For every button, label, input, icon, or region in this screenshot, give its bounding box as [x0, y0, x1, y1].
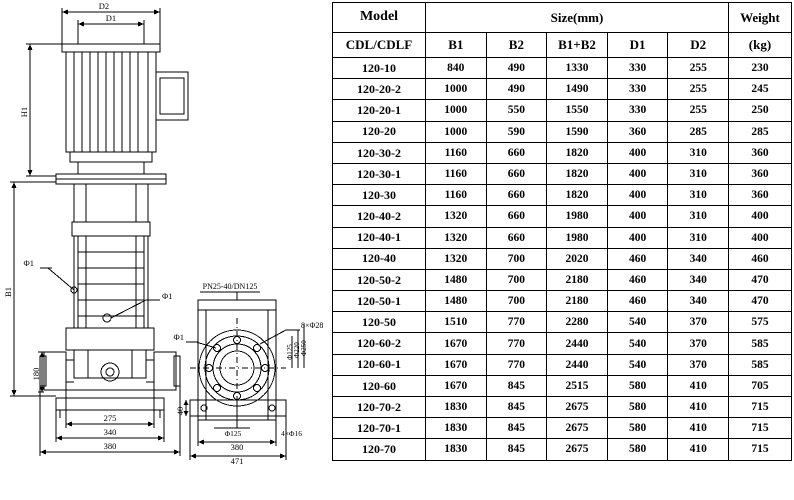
cell-d2: 310 — [668, 185, 729, 206]
table-header-row-top — [333, 3, 792, 33]
cell-d1: 540 — [607, 354, 668, 375]
label-phi1-right: Φ1 — [162, 291, 173, 301]
table-row — [333, 227, 792, 248]
label-phi220: Φ220 — [293, 342, 301, 358]
header-d2: D2 — [668, 33, 729, 58]
cell-d2: 340 — [668, 248, 729, 269]
cell-b1b2: 1820 — [547, 142, 608, 163]
cell-b1b2: 2180 — [547, 269, 608, 290]
cell-d2: 370 — [668, 354, 729, 375]
cell-b1: 1480 — [426, 269, 487, 290]
cell-weight: 400 — [729, 206, 792, 227]
cell-d2: 410 — [668, 397, 729, 418]
cell-model: 120-70 — [333, 439, 426, 460]
cell-b1b2: 1980 — [547, 227, 608, 248]
dimension-table — [332, 2, 792, 461]
label-340: 340 — [103, 427, 117, 437]
cell-d1: 400 — [607, 227, 668, 248]
cell-model: 120-40 — [333, 248, 426, 269]
cell-model: 120-60 — [333, 375, 426, 396]
cell-b2: 660 — [486, 163, 547, 184]
cell-b1: 1320 — [426, 248, 487, 269]
cell-b1b2: 1820 — [547, 185, 608, 206]
cell-weight: 460 — [729, 248, 792, 269]
cell-weight: 250 — [729, 100, 792, 121]
header-b2: B2 — [486, 33, 547, 58]
cell-model: 120-10 — [333, 58, 426, 79]
cell-d1: 400 — [607, 163, 668, 184]
cell-b1b2: 2515 — [547, 375, 608, 396]
cell-weight: 400 — [729, 227, 792, 248]
table-row — [333, 439, 792, 460]
cell-b1: 1670 — [426, 354, 487, 375]
cell-d2: 410 — [668, 439, 729, 460]
label-phi1-left: Φ1 — [23, 258, 34, 268]
table-row — [333, 58, 792, 79]
label-40: 40 — [175, 406, 185, 416]
table-row — [333, 248, 792, 269]
table-row — [333, 142, 792, 163]
header-weight-unit: (kg) — [729, 33, 792, 58]
cell-weight: 470 — [729, 269, 792, 290]
cell-model: 120-70-2 — [333, 397, 426, 418]
cell-b1b2: 2440 — [547, 354, 608, 375]
cell-model: 120-40-2 — [333, 206, 426, 227]
cell-model: 120-60-2 — [333, 333, 426, 354]
cell-model: 120-30-1 — [333, 163, 426, 184]
table-row — [333, 185, 792, 206]
header-d1: D1 — [607, 33, 668, 58]
cell-b1b2: 2440 — [547, 333, 608, 354]
cell-d1: 400 — [607, 142, 668, 163]
cell-b2: 550 — [486, 100, 547, 121]
cell-b2: 845 — [486, 375, 547, 396]
cell-b2: 845 — [486, 397, 547, 418]
cell-model: 120-70-1 — [333, 418, 426, 439]
cell-d1: 460 — [607, 269, 668, 290]
table-row — [333, 79, 792, 100]
table-row — [333, 291, 792, 312]
cell-weight: 585 — [729, 333, 792, 354]
label-471: 471 — [230, 456, 244, 466]
cell-weight: 360 — [729, 142, 792, 163]
header-model-sub: CDL/CDLF — [333, 33, 426, 58]
cell-d1: 460 — [607, 291, 668, 312]
cell-model: 120-50-2 — [333, 269, 426, 290]
cell-b2: 700 — [486, 248, 547, 269]
cell-b2: 490 — [486, 58, 547, 79]
cell-d2: 255 — [668, 100, 729, 121]
label-h1: H1 — [19, 106, 29, 118]
cell-weight: 245 — [729, 79, 792, 100]
cell-d2: 310 — [668, 142, 729, 163]
table-row — [333, 100, 792, 121]
cell-weight: 575 — [729, 312, 792, 333]
cell-b1: 840 — [426, 58, 487, 79]
cell-model: 120-30-2 — [333, 142, 426, 163]
label-phi125-bottom: Φ125 — [224, 429, 242, 438]
cell-model: 120-20 — [333, 121, 426, 142]
cell-d2: 255 — [668, 58, 729, 79]
cell-d1: 580 — [607, 439, 668, 460]
cell-model: 120-40-1 — [333, 227, 426, 248]
cell-d1: 330 — [607, 100, 668, 121]
cell-b1: 1480 — [426, 291, 487, 312]
label-plan-380: 380 — [230, 442, 244, 452]
cell-b1: 1000 — [426, 100, 487, 121]
cell-b1b2: 1550 — [547, 100, 608, 121]
cell-d1: 400 — [607, 185, 668, 206]
cell-b1: 1160 — [426, 185, 487, 206]
table-row — [333, 163, 792, 184]
header-size: Size(mm) — [426, 3, 729, 33]
table-header-row-sub — [333, 33, 792, 58]
cell-b1: 1160 — [426, 142, 487, 163]
cell-weight: 360 — [729, 163, 792, 184]
cell-d1: 580 — [607, 375, 668, 396]
cell-b1: 1320 — [426, 206, 487, 227]
cell-b1b2: 1490 — [547, 79, 608, 100]
cell-b1b2: 2675 — [547, 397, 608, 418]
cell-b1: 1830 — [426, 418, 487, 439]
label-d1: D1 — [105, 13, 117, 23]
table-row — [333, 354, 792, 375]
cell-b2: 590 — [486, 121, 547, 142]
cell-weight: 715 — [729, 418, 792, 439]
table-body — [333, 58, 792, 461]
cell-b1b2: 2020 — [547, 248, 608, 269]
cell-d1: 580 — [607, 418, 668, 439]
cell-b1: 1830 — [426, 397, 487, 418]
label-180: 180 — [31, 367, 41, 381]
cell-b1b2: 1980 — [547, 206, 608, 227]
cell-b2: 770 — [486, 354, 547, 375]
label-275: 275 — [103, 413, 117, 423]
cell-d1: 400 — [607, 206, 668, 227]
table-row — [333, 312, 792, 333]
cell-b1: 1670 — [426, 375, 487, 396]
cell-b2: 660 — [486, 142, 547, 163]
drawing-svg — [0, 0, 330, 500]
cell-d2: 340 — [668, 269, 729, 290]
cell-b2: 660 — [486, 206, 547, 227]
cell-model: 120-50-1 — [333, 291, 426, 312]
cell-b2: 700 — [486, 269, 547, 290]
cell-b1b2: 2280 — [547, 312, 608, 333]
cell-b1b2: 1590 — [547, 121, 608, 142]
cell-b1b2: 1330 — [547, 58, 608, 79]
label-phi250: Φ250 — [300, 340, 308, 356]
cell-model: 120-30 — [333, 185, 426, 206]
cell-d2: 285 — [668, 121, 729, 142]
cell-b1: 1670 — [426, 333, 487, 354]
cell-b1b2: 2180 — [547, 291, 608, 312]
cell-b2: 490 — [486, 79, 547, 100]
cell-b2: 845 — [486, 439, 547, 460]
table-row — [333, 269, 792, 290]
header-b1b2: B1+B2 — [547, 33, 608, 58]
cell-weight: 715 — [729, 439, 792, 460]
cell-b1: 1160 — [426, 163, 487, 184]
cell-model: 120-60-1 — [333, 354, 426, 375]
cell-model: 120-20-2 — [333, 79, 426, 100]
cell-d1: 360 — [607, 121, 668, 142]
header-b1: B1 — [426, 33, 487, 58]
table-row — [333, 418, 792, 439]
cell-d2: 310 — [668, 227, 729, 248]
cell-weight: 285 — [729, 121, 792, 142]
cell-b2: 660 — [486, 227, 547, 248]
table-row — [333, 121, 792, 142]
cell-d2: 410 — [668, 418, 729, 439]
cell-d2: 255 — [668, 79, 729, 100]
cell-d1: 540 — [607, 333, 668, 354]
cell-d2: 410 — [668, 375, 729, 396]
cell-b1: 1000 — [426, 121, 487, 142]
cell-b2: 700 — [486, 291, 547, 312]
cell-b1: 1510 — [426, 312, 487, 333]
label-plan-phi: Φ1 — [173, 332, 184, 342]
cell-d1: 330 — [607, 58, 668, 79]
table-row — [333, 375, 792, 396]
label-d2: D2 — [98, 1, 110, 11]
label-b1: B1 — [3, 287, 13, 297]
cell-d2: 370 — [668, 312, 729, 333]
cell-weight: 230 — [729, 58, 792, 79]
header-model: Model — [333, 3, 426, 33]
label-8x28: 8×Φ28 — [301, 321, 324, 330]
table-row — [333, 206, 792, 227]
cell-weight: 470 — [729, 291, 792, 312]
cell-d2: 310 — [668, 163, 729, 184]
label-380: 380 — [103, 441, 117, 451]
label-phi125: Φ125 — [286, 344, 294, 360]
cell-d2: 340 — [668, 291, 729, 312]
table-row — [333, 333, 792, 354]
dimension-table-container — [332, 2, 792, 498]
cell-b1b2: 2675 — [547, 439, 608, 460]
table-head — [333, 3, 792, 58]
cell-d2: 370 — [668, 333, 729, 354]
cell-d2: 310 — [668, 206, 729, 227]
cell-b1b2: 1820 — [547, 163, 608, 184]
cell-b1: 1000 — [426, 79, 487, 100]
cell-b2: 770 — [486, 333, 547, 354]
cell-d1: 580 — [607, 397, 668, 418]
header-weight: Weight — [729, 3, 792, 33]
cell-d1: 540 — [607, 312, 668, 333]
cell-model: 120-50 — [333, 312, 426, 333]
cell-weight: 705 — [729, 375, 792, 396]
cell-b2: 845 — [486, 418, 547, 439]
cell-weight: 585 — [729, 354, 792, 375]
cell-weight: 360 — [729, 185, 792, 206]
cell-b1: 1320 — [426, 227, 487, 248]
table-row — [333, 397, 792, 418]
pump-dimension-drawing — [0, 0, 330, 500]
cell-d1: 330 — [607, 79, 668, 100]
cell-weight: 715 — [729, 397, 792, 418]
cell-model: 120-20-1 — [333, 100, 426, 121]
cell-b1: 1830 — [426, 439, 487, 460]
cell-b2: 660 — [486, 185, 547, 206]
label-4x16: 4×Φ16 — [281, 429, 302, 438]
cell-b1b2: 2675 — [547, 418, 608, 439]
label-plan-title: PN25-40/DN125 — [202, 282, 258, 291]
cell-b2: 770 — [486, 312, 547, 333]
cell-d1: 460 — [607, 248, 668, 269]
